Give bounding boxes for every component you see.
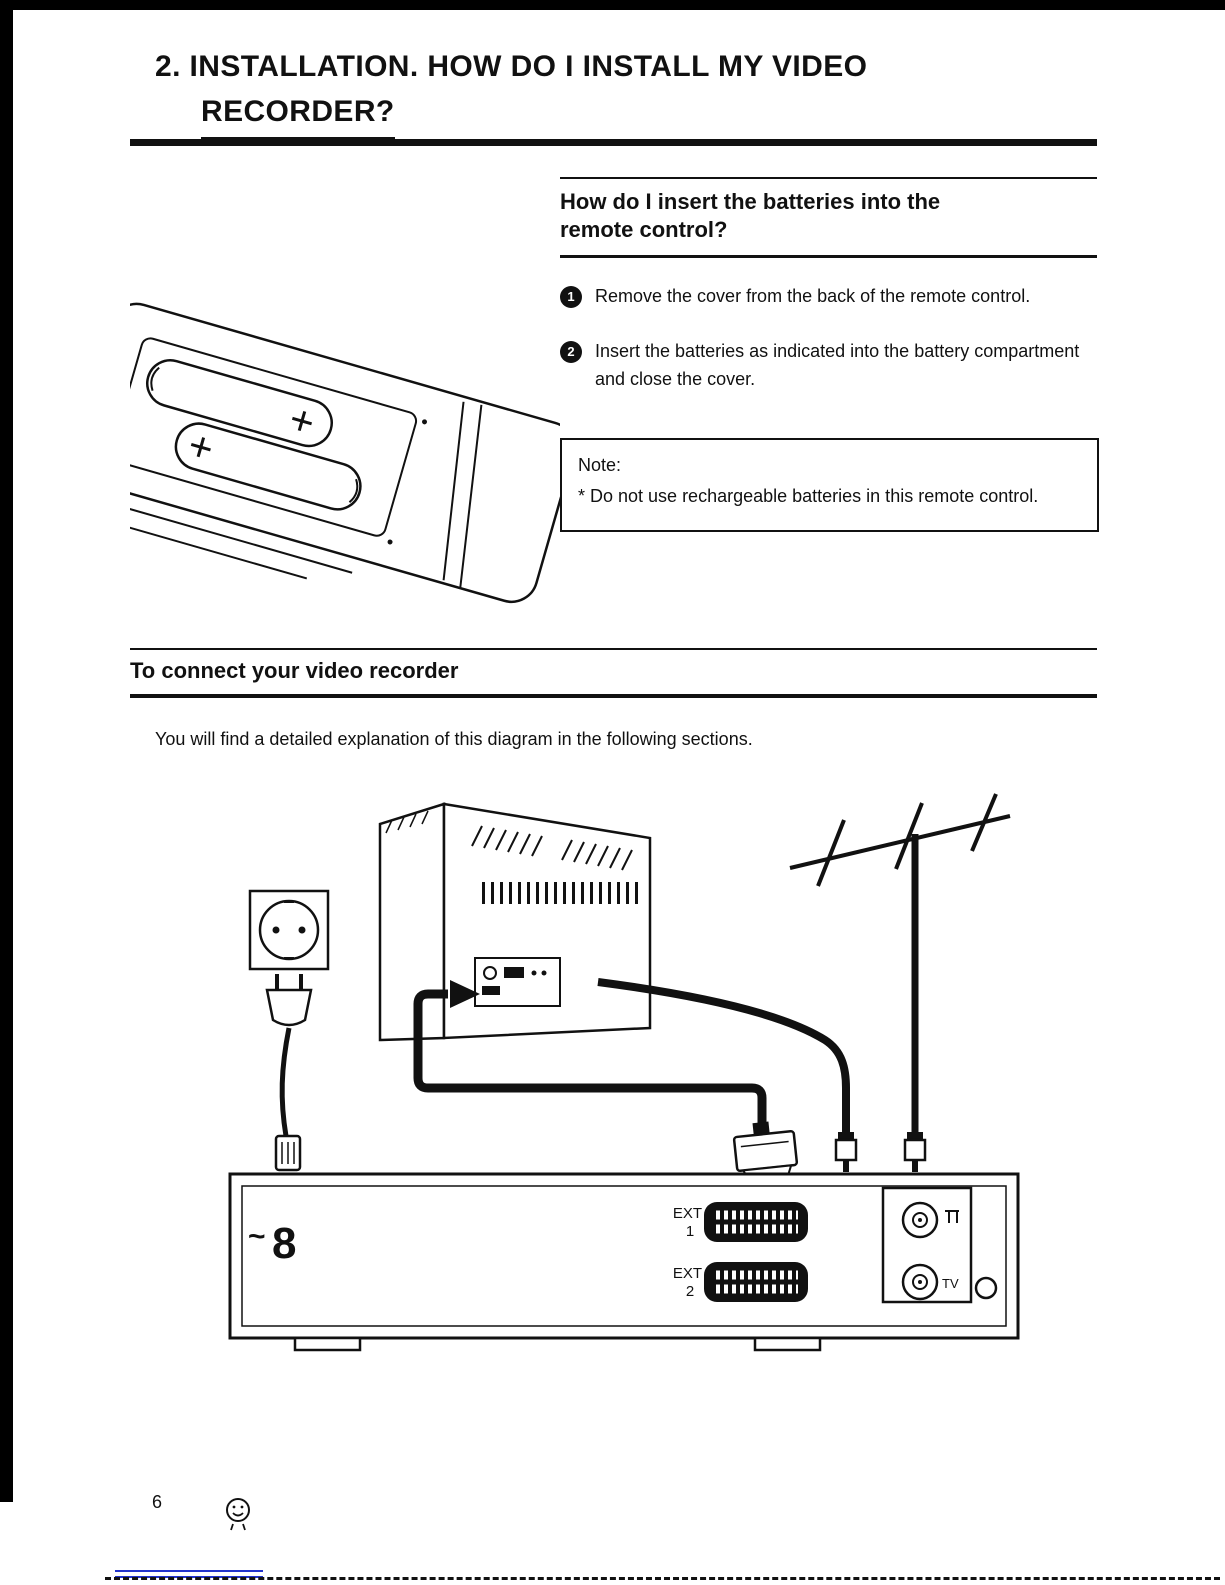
vcr-foot-left — [295, 1338, 360, 1350]
remote-body — [130, 298, 560, 613]
power-inlet-symbol: 8 — [272, 1219, 297, 1268]
scan-artifact-left-bar — [0, 0, 13, 1502]
note-box — [560, 438, 1099, 532]
ext1-number: 1 — [685, 1223, 695, 1240]
ext1-scart-socket — [704, 1202, 808, 1242]
battery-steps — [560, 283, 1097, 421]
smiley-icon — [222, 1496, 254, 1532]
scan-artifact-top-bar — [0, 0, 1225, 10]
batteries-section-heading — [560, 177, 1097, 258]
coax-plug-tv — [836, 1132, 856, 1172]
page-title-line1: 2. INSTALLATION. HOW DO I INSTALL MY VIDEO — [155, 50, 868, 83]
ext2-number: 2 — [685, 1283, 695, 1300]
step-2-text: Insert the batteries as indicated into the battery compartment and close the cover. — [595, 340, 1080, 389]
ext2-label: EXT — [672, 1265, 702, 1282]
step-2-marker: 2 — [560, 341, 582, 363]
step-1 — [560, 283, 1097, 311]
scan-artifact-bottom-dashes — [105, 1577, 1220, 1580]
tv-connector-panel — [475, 958, 560, 1006]
coax-plug-antenna — [905, 1132, 925, 1172]
step-1-marker: 1 — [560, 286, 582, 308]
note-text: * Do not use rechargeable batteries in this remote control. — [578, 486, 1039, 506]
page-title-line2: RECORDER? — [201, 89, 395, 140]
ext2-scart-socket — [704, 1262, 808, 1302]
power-tilde-label: ~ — [248, 1220, 266, 1253]
vcr-back-panel — [230, 1174, 1018, 1350]
battery-bottom — [170, 418, 365, 515]
page-title — [155, 44, 867, 140]
connection-diagram — [130, 788, 1110, 1368]
page-number: 6 — [152, 1492, 163, 1512]
battery-top — [142, 355, 337, 452]
ext1-label: EXT — [672, 1205, 702, 1222]
vcr-foot-right — [755, 1338, 820, 1350]
power-plug — [267, 974, 311, 1136]
remote-battery-illustration — [130, 268, 560, 613]
connect-intro-text: You will find a detailed explanation of this diagram in the following sections. — [155, 729, 753, 749]
title-rule — [130, 139, 1097, 146]
tv-out-label: TV — [942, 1276, 959, 1291]
batteries-heading-line2: remote control? — [560, 217, 728, 243]
note-label: Note: — [578, 455, 622, 475]
wall-socket — [250, 891, 328, 969]
step-2 — [560, 338, 1097, 394]
batteries-heading-line1: How do I insert the batteries into the — [560, 189, 941, 214]
step-1-text: Remove the cover from the back of the remote control. — [595, 286, 1031, 306]
antenna — [790, 794, 1010, 1134]
connect-section-heading: To connect your video recorder — [130, 648, 1097, 698]
